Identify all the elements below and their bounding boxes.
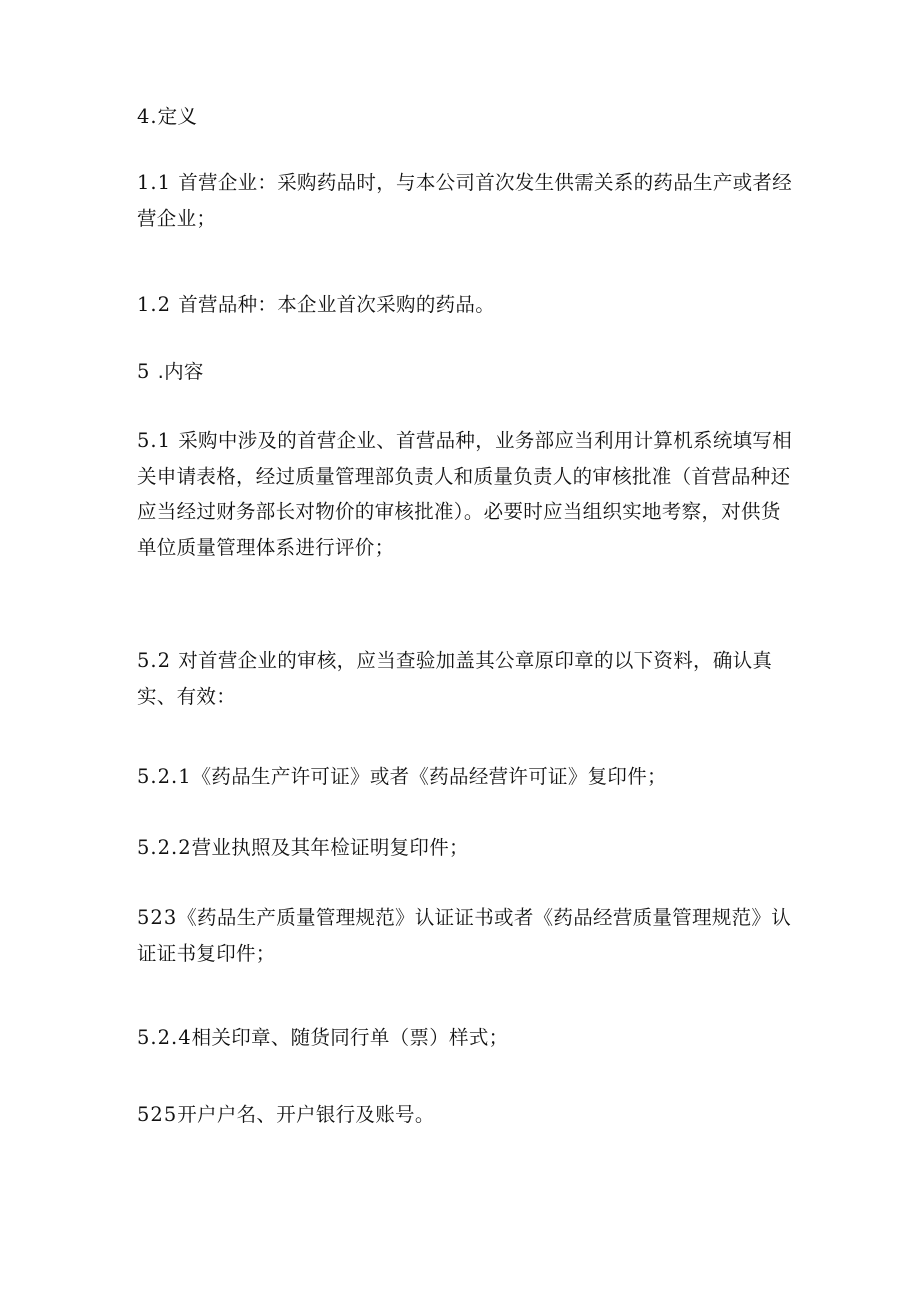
paragraph-5-2-5 <box>137 1097 797 1133</box>
paragraph-5-2-2 <box>137 830 797 866</box>
section-text: 首营企业：采购药品时，与本公司首次发生供需关系的药品生产或者经营企业； <box>137 171 793 230</box>
section-number: 1.2 <box>137 293 179 316</box>
paragraph-5-2-3 <box>137 900 797 971</box>
section-number: 5.2.2 <box>137 836 192 859</box>
section-number: 5.2.4 <box>137 1026 192 1049</box>
section-number: 5 <box>137 360 158 383</box>
section-text: 开户户名、开户银行及账号。 <box>177 1103 435 1126</box>
section-text: 首营品种：本企业首次采购的药品。 <box>178 293 496 316</box>
heading-content <box>137 354 797 390</box>
section-number: 1.1 <box>137 171 179 194</box>
section-text: 采购中涉及的首营企业、首营品种，业务部应当利用计算机系统填写相关申请表格，经过质量管理部负责人和质量负责人的审核批准（首营品种还应当经过财务部长对物价的审核批准）。必要时应当组织实地考察，对供货单位质量管理体系进行评价； <box>137 429 793 559</box>
paragraph-5-2 <box>137 643 797 714</box>
paragraph-1-1 <box>137 165 797 236</box>
section-text: .内容 <box>157 360 204 383</box>
section-number: 5.2 <box>137 649 179 672</box>
section-text: 相关印章、随货同行单（票）样式； <box>191 1026 509 1049</box>
section-number: 5.2.1 <box>137 765 192 788</box>
section-number: 523 <box>137 906 178 929</box>
section-text: 定义 <box>157 105 198 128</box>
heading-definitions <box>137 99 797 135</box>
section-text: 对首营企业的审核，应当查验加盖其公章原印章的以下资料，确认真实、有效： <box>137 649 773 708</box>
section-text: 《药品生产许可证》或者《药品经营许可证》复印件； <box>191 765 667 788</box>
paragraph-5-1 <box>137 423 797 565</box>
section-text: 《药品生产质量管理规范》认证证书或者《药品经营质量管理规范》认证证书复印件； <box>137 906 792 965</box>
section-number: 525 <box>137 1103 178 1126</box>
section-number: 5.1 <box>137 429 179 452</box>
paragraph-5-2-4 <box>137 1020 797 1056</box>
section-number: 4. <box>137 105 158 128</box>
section-text: 营业执照及其年检证明复印件； <box>191 836 469 859</box>
paragraph-5-2-1 <box>137 759 797 795</box>
paragraph-1-2 <box>137 287 797 323</box>
